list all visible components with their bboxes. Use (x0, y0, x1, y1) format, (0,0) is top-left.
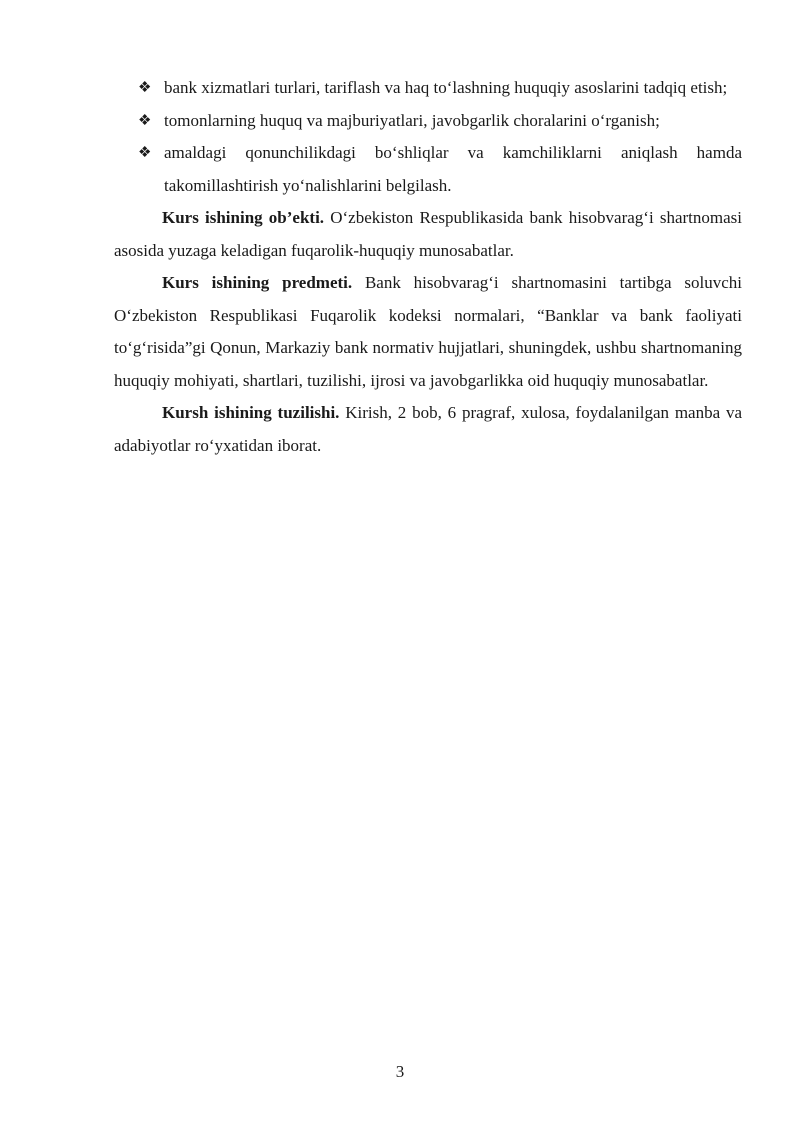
object-paragraph (114, 202, 742, 267)
diamond-bullet-icon: ❖ (138, 145, 152, 161)
diamond-bullet-icon: ❖ (138, 80, 152, 96)
list-item-text: amaldagi qonunchilikdagi bo‘shliqlar va kamchiliklarni aniqlash hamda takomillashtirish yo‘nalishlarini belgilash. (164, 143, 742, 195)
document-body (114, 72, 742, 462)
diamond-bullet-icon: ❖ (138, 112, 152, 129)
list-item (114, 137, 742, 202)
object-text: O‘zbekiston Respublikasida bank hisobvarag‘i shartnomasi asosida yuzaga keladigan fuqarolik-huquqiy munosabatlar. (114, 208, 742, 260)
structure-heading: Kursh ishining tuzilishi. (162, 403, 340, 422)
list-item (114, 105, 742, 138)
list-item-text: bank xizmatlari turlari, tariflash va haq to‘lashning huquqiy asoslarini tadqiq etish; (164, 78, 728, 97)
object-heading: Kurs ishining ob’ekti. (162, 208, 325, 227)
subject-paragraph (114, 267, 742, 397)
subject-heading: Kurs ishining predmeti. (162, 273, 353, 292)
list-item (114, 72, 742, 105)
list-item-text: tomonlarning huquq va majburiyatlari, javobgarlik choralarini o‘rganish; (164, 110, 660, 130)
structure-paragraph (114, 397, 742, 462)
page-number: 3 (395, 1062, 405, 1081)
structure-text: Kirish, 2 bob, 6 pragraf, xulosa, foydalanilgan manba va adabiyotlar ro‘yxatidan iborat. (114, 403, 742, 455)
subject-text: Bank hisobvarag‘i shartnomasini tartibga soluvchi O‘zbekiston Respublikasi Fuqarolik kodeksi normalari, “Banklar va bank faoliyati to‘g‘risida”gi Qonun, Markaziy bank normativ hujjatlari, shuningdek, ushbu shartnomaning huquqiy mohiyati, shartlari, tuzilishi, ijrosi va javobgarlikka oid huquqiy munosabatlar. (114, 273, 742, 390)
